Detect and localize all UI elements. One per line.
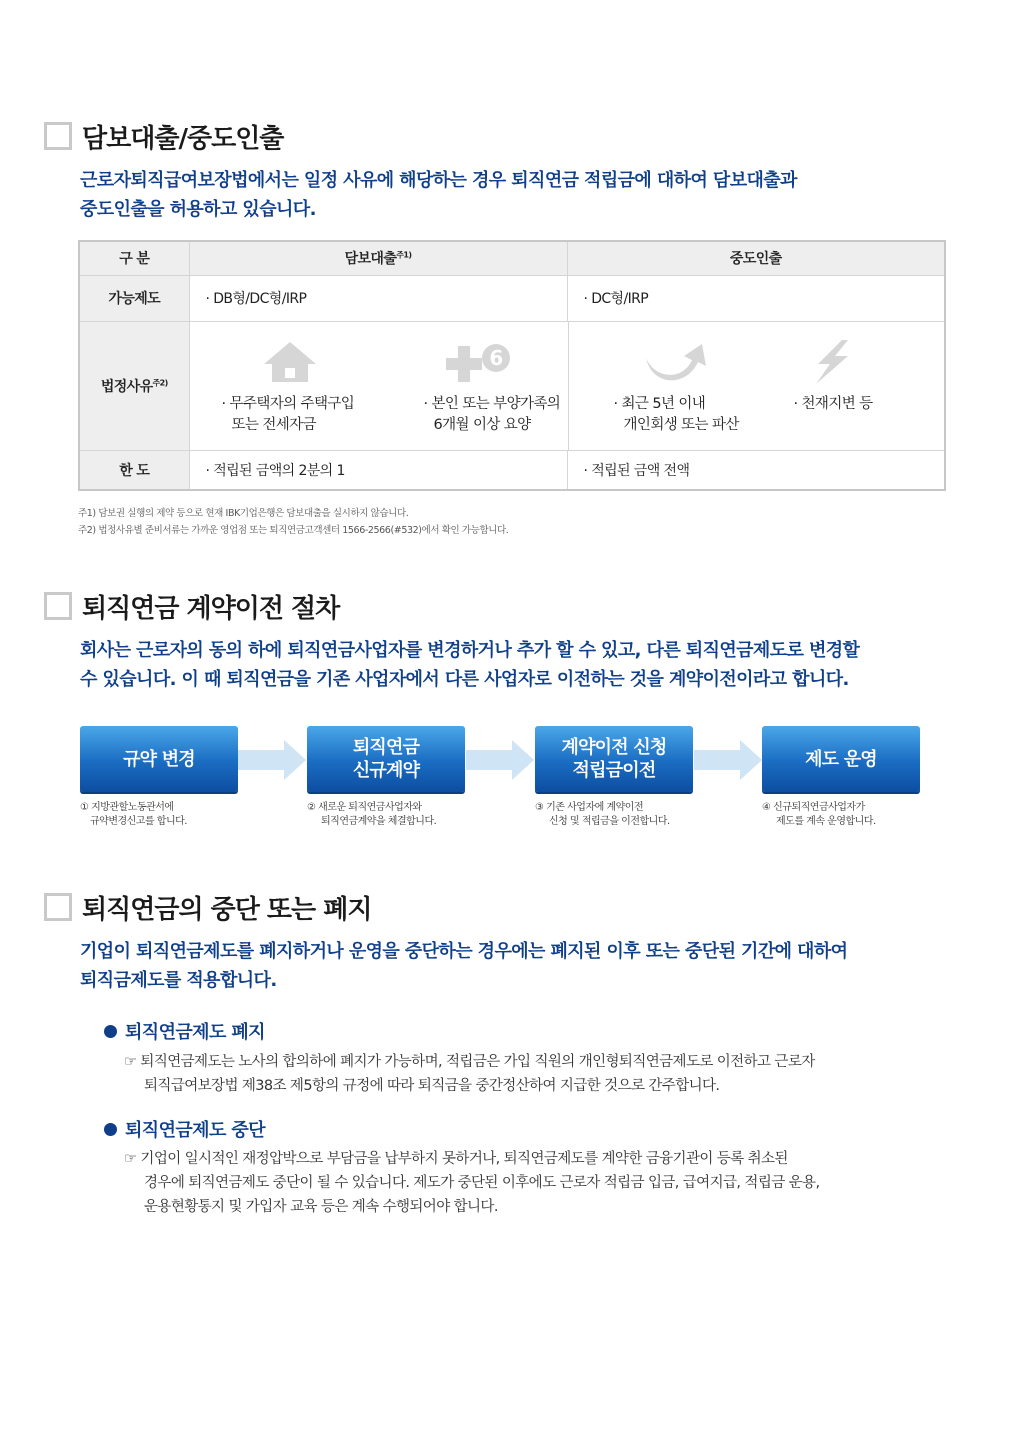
section-title: 담보대출/중도인출 — [82, 123, 284, 154]
section-contract-transfer — [44, 586, 948, 694]
lightning-icon — [802, 338, 862, 386]
row-label-reason: 법정사유$^{주2)}$ — [79, 321, 189, 450]
reason-cell — [189, 321, 945, 450]
step-transfer-request: 계약이전 신청 적립금이전 — [535, 726, 693, 792]
suspend-paragraph: ☞ 기업이 일시적인 재정압박으로 부담금을 납부하지 못하거나, 퇴직연금제도를 계약한 금융기관이 등록 취소된 경우에 퇴직연금제도 중단이 될 수 있습니다. 제도가 중단된 이후에도 근로자 적립금 입금, 급여지급, 적립금 운용, 운용현황통지 및 가입자 교육 등은 계속 수행되어야 합니다. — [124, 1151, 820, 1215]
arrow-right-icon — [694, 740, 762, 780]
checkbox-square-icon — [44, 893, 72, 921]
reason-item: · 천재지변 등 — [750, 322, 940, 450]
table-row-system — [79, 275, 945, 321]
loan-withdrawal-table — [78, 240, 946, 491]
header-category: 구 분 — [79, 241, 189, 275]
step-note: ① 지방관할노동관서에 규약변경신고를 합니다. — [80, 802, 187, 827]
section-description: 회사는 근로자의 동의 하에 퇴직연금사업자를 변경하거나 추가 할 수 있고, 다른 퇴직연금제도로 변경할 수 있습니다. 이 때 퇴직연금을 기존 사업자에서 다른 사업자로 이전하는 것을 계약이전이라고 합니다. — [80, 640, 860, 690]
checkbox-square-icon — [44, 122, 72, 150]
column-divider — [568, 322, 569, 450]
step-note: ② 새로운 퇴직연금사업자와 퇴직연금계약을 체결합니다. — [307, 802, 437, 827]
step-note: ④ 신규퇴직연금사업자가 제도를 계속 운영합니다. — [762, 802, 876, 827]
footnote-2: 주2) 법정사유별 준비서류는 가까운 영업점 또는 퇴직연금고객센터 1566-2566(#532)에서 확인 가능합니다. — [78, 525, 509, 536]
step-new-contract: 퇴직연금 신규계약 — [307, 726, 465, 792]
table-row-limit — [79, 450, 945, 490]
limit-loan: · 적립된 금액의 2분의 1 — [189, 450, 567, 490]
section-description: 근로자퇴직급여보장법에서는 일정 사유에 해당하는 경우 퇴직연금 적립금에 대하여 담보대출과 중도인출을 허용하고 있습니다. — [80, 170, 797, 220]
six-digit: 6 — [488, 345, 503, 370]
header-loan: 담보대출$^{주1)}$ — [189, 241, 567, 275]
abolish-paragraph: ☞ 퇴직연금제도는 노사의 합의하에 폐지가 가능하며, 적립금은 가입 직원의 개인형퇴직연금제도로 이전하고 근로자 퇴직급여보장법 제38조 제5항의 규정에 따라 퇴직금을 중간정산하여 지급한 것으로 간주합니다. — [124, 1054, 815, 1094]
section-title: 퇴직연금 계약이전 절차 — [82, 593, 340, 624]
house-icon — [260, 338, 320, 386]
curved-arrow-icon — [642, 338, 710, 386]
reason-item: 6 · 본인 또는 부양가족의 6개월 이상 요양 — [380, 322, 570, 450]
footnotes — [78, 505, 508, 539]
bullet-dot-icon — [104, 1123, 117, 1136]
transfer-process-flow — [78, 722, 946, 842]
reason-item: · 무주택자의 주택구입 또는 전세자금 — [190, 322, 380, 450]
bullet-suspend: 퇴직연금제도 중단 — [104, 1116, 265, 1142]
arrow-right-icon — [238, 740, 306, 780]
table-header-row — [79, 241, 945, 275]
system-loan: · DB형/DC형/IRP — [189, 275, 567, 321]
limit-withdraw: · 적립된 금액 전액 — [567, 450, 945, 490]
section-title: 퇴직연금의 중단 또는 폐지 — [82, 894, 372, 925]
row-label-system: 가능제도 — [79, 275, 189, 321]
step-operation: 제도 운영 — [762, 726, 920, 792]
section-description: 기업이 퇴직연금제도를 폐지하거나 운영을 중단하는 경우에는 폐지된 이후 또는 중단된 기간에 대하여 퇴직금제도를 적용합니다. — [80, 941, 848, 991]
medical-six-icon — [444, 338, 514, 386]
arrow-right-icon — [466, 740, 534, 780]
reason-item: · 최근 5년 이내 개인회생 또는 파산 — [570, 322, 750, 450]
bullet-abolish: 퇴직연금제도 폐지 — [104, 1018, 265, 1044]
header-withdraw: 중도인출 — [567, 241, 945, 275]
reason-list — [190, 322, 945, 450]
system-withdraw: · DC형/IRP — [567, 275, 945, 321]
section-suspension-abolition — [44, 887, 948, 995]
checkbox-square-icon — [44, 592, 72, 620]
bullet-dot-icon — [104, 1025, 117, 1038]
footnote-1: 주1) 담보권 실행의 제약 등으로 현재 IBK기업은행은 담보대출을 실시하지 않습니다. — [78, 508, 409, 519]
step-note: ③ 기존 사업자에 계약이전 신청 및 적립금을 이전합니다. — [535, 802, 670, 827]
section-loan-withdrawal — [44, 116, 948, 224]
row-label-limit: 한 도 — [79, 450, 189, 490]
table-row-reason — [79, 321, 945, 450]
step-rule-change: 규약 변경 — [80, 726, 238, 792]
